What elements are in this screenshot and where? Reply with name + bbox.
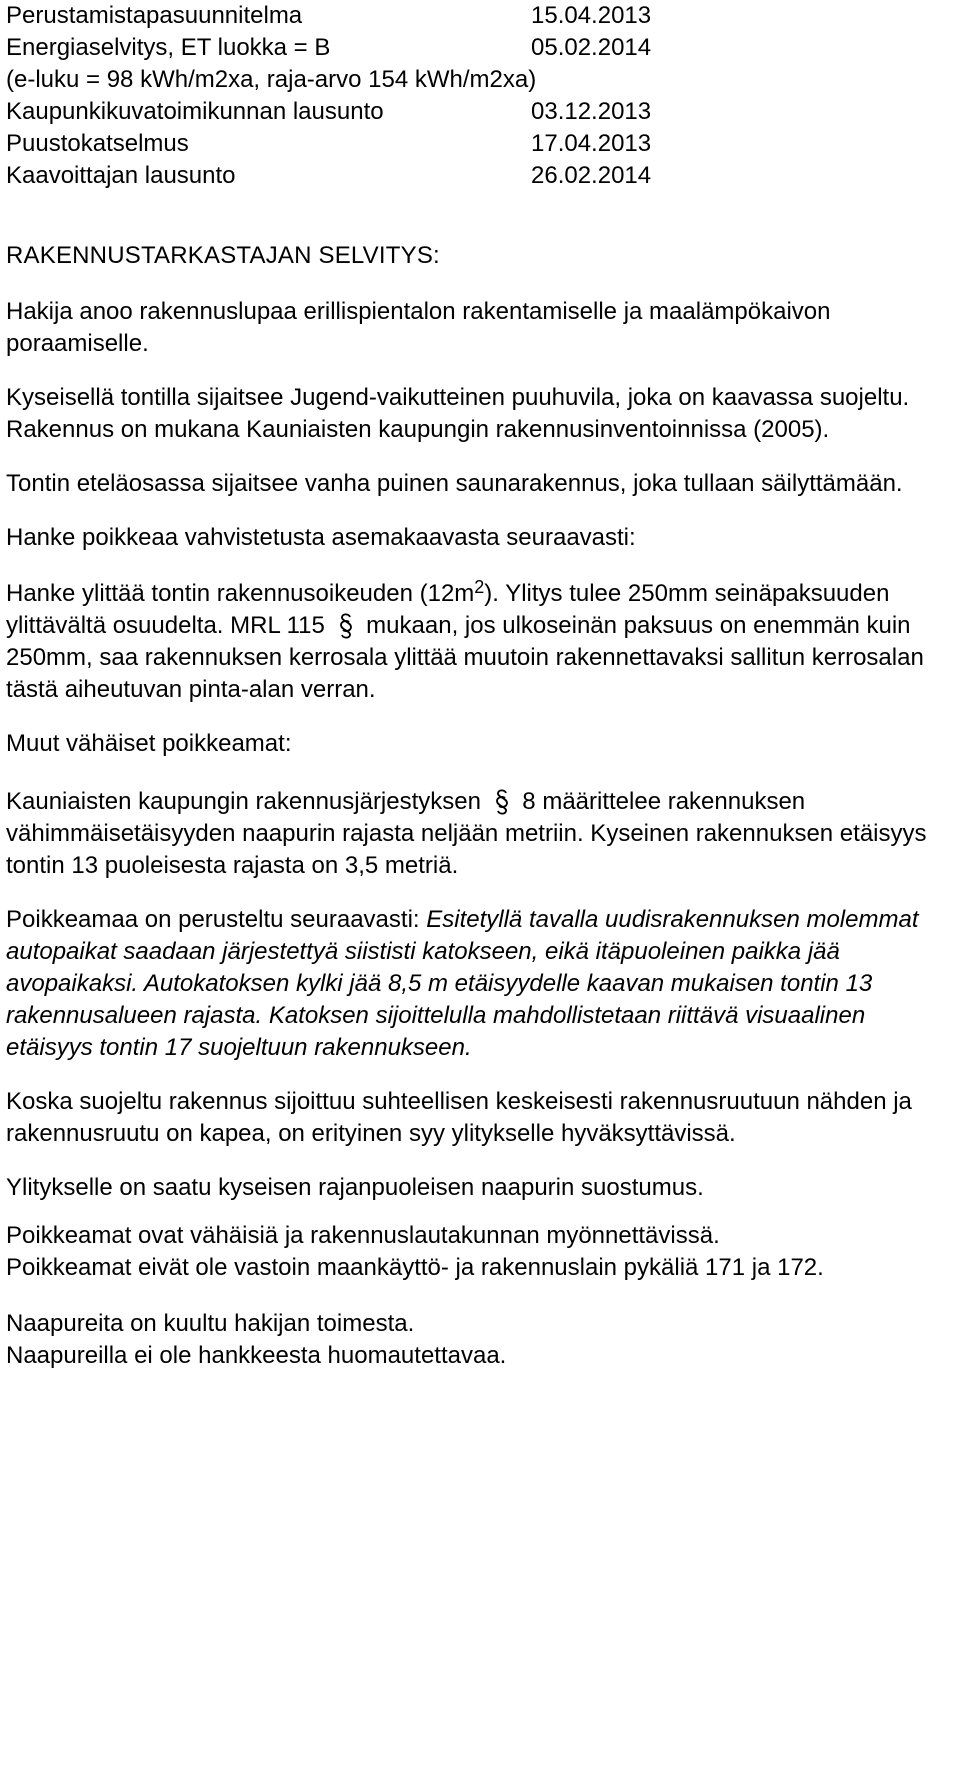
report-text: MRL 115	[223, 612, 332, 639]
document-name: Puustokatselmus	[6, 130, 189, 157]
report-text: 8 määrittelee rakennuksen vähimmäisetäisyyden naapurin rajasta neljään metriin.	[6, 788, 806, 847]
document-page	[6, 0, 956, 1372]
report-paragraph: Poikkeamat eivät ole vastoin maankäyttö- ja rakennuslain pykäliä 171 ja 172.	[6, 1254, 824, 1281]
document-date: 05.02.2014	[531, 34, 652, 61]
section-sign-icon	[334, 610, 358, 642]
report-paragraph: Naapureita on kuultu hakijan toimesta.	[6, 1310, 415, 1337]
report-text: Ylitys tulee 250mm seinäpaksuuden ylittävältä osuudelta.	[6, 580, 890, 639]
report-paragraph: Hakija anoo rakennuslupaa erillispientalon rakentamiselle ja maalämpökaivon poraamiselle.	[6, 298, 831, 357]
document-date: 03.12.2013	[531, 98, 652, 125]
document-name: Energiaselvitys, ET luokka = B	[6, 34, 331, 61]
superscript: 2	[474, 577, 485, 597]
document-list-row	[6, 64, 956, 96]
report-paragraph: Ylitykselle on saatu kyseisen rajanpuoleisen naapurin suostumus.	[6, 1174, 704, 1201]
report-text-italic: Esitetyllä tavalla uudisrakennuksen molemmat autopaikat saadaan järjestettyä siististi katokseen, eikä itäpuoleinen paikka jää avopaikaksi.	[6, 906, 919, 997]
document-list-row	[6, 160, 956, 192]
document-name: (e-luku = 98 kWh/m2xa, raja-arvo 154 kWh/m2xa)	[6, 66, 537, 93]
report-paragraph: Naapureilla ei ole hankkeesta huomautettavaa.	[6, 1342, 507, 1369]
report-text: Hanke ylittää tontin rakennusoikeuden (12m	[6, 580, 475, 607]
report-paragraph: Hanke poikkeaa vahvistetusta asemakaavasta seuraavasti:	[6, 524, 636, 551]
document-list-row	[6, 32, 956, 64]
report-paragraph	[6, 904, 956, 1064]
report-text-italic: Autokatoksen kylki jää 8,5 m etäisyydelle kaavan mukaisen tontin 13 rakennusalueen rajasta.	[6, 970, 873, 1029]
report-paragraph	[6, 578, 956, 706]
document-name: Perustamistapasuunnitelma	[6, 2, 303, 29]
document-name: Kaupunkikuvatoimikunnan lausunto	[6, 98, 384, 125]
document-list-row	[6, 128, 956, 160]
report-paragraph: Koska suojeltu rakennus sijoittuu suhteellisen keskeisesti rakennusruutuun nähden ja rakennusruutu on kapea, on erityinen syy ylitykselle hyväksyttävissä.	[6, 1088, 912, 1147]
report-paragraph: Kyseisellä tontilla sijaitsee Jugend-vaikutteinen puuhuvila, joka on kaavassa suojeltu.	[6, 384, 910, 411]
document-list	[6, 0, 956, 192]
report-paragraph	[6, 786, 956, 882]
report-text: Kyseinen rakennuksen etäisyys tontin 13 puoleisesta rajasta on 3,5 metriä.	[6, 820, 927, 879]
section-sign-icon	[490, 786, 514, 818]
report-paragraph: Tontin eteläosassa sijaitsee vanha puinen saunarakennus, joka tullaan säilyttämään.	[6, 470, 903, 497]
document-list-row	[6, 96, 956, 128]
document-date: 15.04.2013	[531, 2, 652, 29]
report-text: ).	[484, 580, 506, 607]
report-text: mukaan, jos ulkoseinän paksuus on enemmän kuin 250mm, saa rakennuksen kerrosala ylittää muutoin rakennettavaksi sallitun kerrosalan tästä aiheutuvan pinta-alan verran.	[6, 612, 924, 703]
report-paragraph: Poikkeamat ovat vähäisiä ja rakennuslautakunnan myönnettävissä.	[6, 1222, 720, 1249]
report-paragraph: Muut vähäiset poikkeamat:	[6, 730, 292, 757]
document-date: 17.04.2013	[531, 130, 652, 157]
document-name: Kaavoittajan lausunto	[6, 162, 236, 189]
report-text: Poikkeamaa on perusteltu seuraavasti:	[6, 906, 420, 933]
report-text-italic: Katoksen sijoittelulla mahdollistetaan riittävä visuaalinen etäisyys tontin 17 suojeltuun rakennukseen.	[6, 1002, 866, 1061]
report-paragraph: Rakennus on mukana Kauniaisten kaupungin rakennusinventoinnissa (2005).	[6, 416, 830, 443]
report-text: Kauniaisten kaupungin rakennusjärjestyksen	[6, 788, 488, 815]
document-date: 26.02.2014	[531, 162, 652, 189]
report-heading: RAKENNUSTARKASTAJAN SELVITYS:	[6, 242, 440, 269]
document-list-row	[6, 0, 956, 32]
